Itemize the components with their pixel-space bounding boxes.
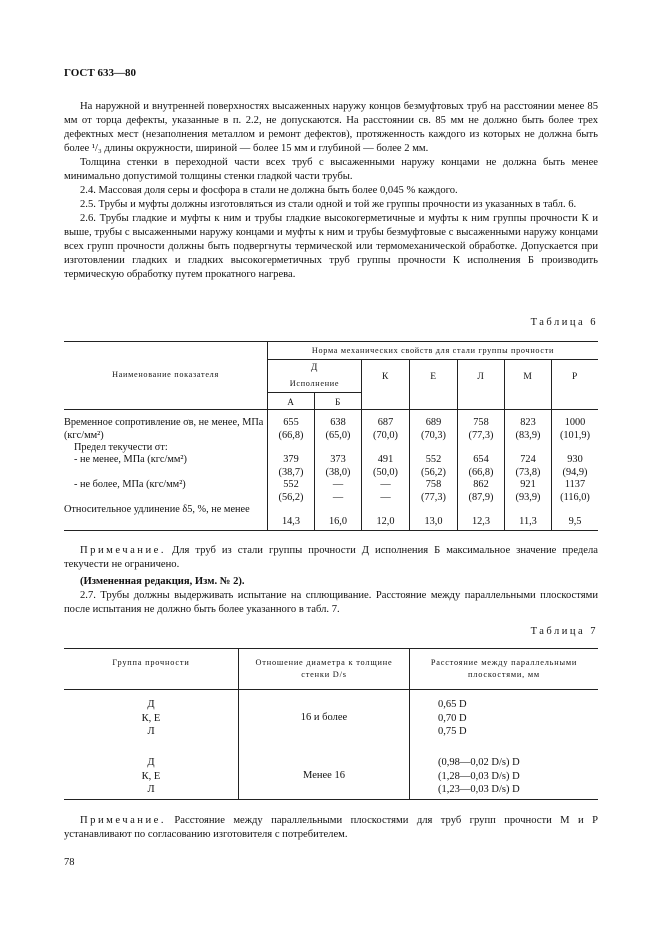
table6-cell: (66,8) — [468, 466, 494, 478]
group-value: К, Е — [141, 770, 161, 782]
header-distance: Расстояние между параллельными плоскостями, мм — [430, 658, 578, 679]
exec-a: А — [287, 397, 295, 407]
group-d: Д — [310, 363, 319, 373]
table6-cell: 12,0 — [376, 516, 395, 527]
table6-cell: (73,8) — [515, 466, 541, 478]
table-rule — [64, 341, 598, 342]
note-text: Расстояние между параллельными плоскостями для труб групп прочности М и Р устанавливают по согласованию изготовителя с потребителем. — [64, 815, 598, 840]
table-rule — [361, 359, 362, 531]
row-label-yield-max: - не более, МПа (кгс/мм²) — [74, 479, 186, 490]
table6-cell: 552 — [283, 479, 299, 490]
note1 — [64, 544, 598, 572]
distance-cell — [438, 698, 467, 739]
table-rule — [551, 359, 552, 531]
group-value: К, Е — [141, 712, 161, 724]
table6-cell: 724 — [520, 454, 536, 465]
table-rule — [504, 359, 505, 531]
table6-cell: 1000 — [564, 417, 586, 428]
table6-cell: (116,0) — [560, 491, 590, 503]
table6-cell: 373 — [330, 454, 346, 465]
table6-cell: 9,5 — [568, 516, 582, 527]
table6-cell: 379 — [283, 454, 299, 465]
table6-cell: (56,2) — [421, 466, 446, 478]
group-value: Д — [147, 757, 155, 768]
group-e: Е — [430, 372, 437, 382]
table6-cell: (38,0) — [325, 466, 351, 478]
table6-cell: (93,9) — [515, 491, 541, 503]
ratio-cell: Менее 16 — [303, 770, 345, 781]
table6-cell: (77,3) — [421, 491, 446, 503]
group-l: Л — [477, 372, 485, 382]
table6-cell: (83,9) — [515, 429, 541, 441]
distance-cell — [438, 756, 520, 797]
table6-cell: (77,3) — [468, 429, 494, 441]
distance-value: 0,75 D — [438, 726, 467, 737]
note2 — [64, 814, 598, 842]
groups-cell — [64, 698, 238, 739]
paragraph: 2.6. Трубы гладкие и муфты к ним и трубы гладкие высокогерметичные и муфты к ним группы прочности К и выше, трубы с высаженными наружу концами и муфты к ним и трубы безмуфтовые с высаженными наружу концами всех групп прочности должны быть подвергнуты термической или термомеханической обработке. Допускается при изготовлении гладких и гладких высокогерметичных труб группы прочности К исполнения Б производить термическую обработку путем прокатного нагрева. — [64, 213, 598, 280]
note-text: Для труб из стали группы прочности Д исполнения Б максимальное значение предела текучести не ограничено. — [64, 545, 598, 570]
table-rule — [267, 359, 598, 360]
table6-cell: (70,3) — [421, 429, 446, 441]
table6-cell: (94,9) — [562, 466, 588, 478]
table-rule — [64, 689, 598, 690]
table-rule — [64, 530, 598, 531]
table6-cell: (50,0) — [373, 466, 398, 478]
table6-cell: (70,0) — [373, 429, 398, 441]
table6-cell: 12,3 — [471, 516, 491, 527]
standard-header: ГОСТ 633—80 — [64, 67, 136, 79]
table6-cell: (101,9) — [559, 429, 591, 441]
table6-cell: 823 — [520, 417, 536, 428]
table6-cell: — — [332, 479, 344, 490]
table6-cell: 654 — [473, 454, 489, 465]
table6-cell: (87,9) — [468, 491, 494, 503]
distance-value: (1,23—0,03 D/s) D — [438, 784, 520, 795]
distance-value: 0,70 D — [438, 712, 467, 724]
header-norm: Норма механических свойств для стали группы прочности — [311, 346, 555, 355]
distance-value: (1,28—0,03 D/s) D — [438, 770, 520, 782]
group-r: Р — [572, 372, 578, 382]
table6-cell: — — [332, 491, 344, 503]
table6-caption: Таблица 6 — [530, 317, 598, 328]
table6-cell: — — [380, 491, 391, 503]
row-label-elongation: Относительное удлинение δ5, %, не менее — [64, 504, 250, 515]
table6-cell: 862 — [473, 479, 489, 490]
table6-cell: 552 — [425, 454, 442, 465]
row-label-yield: Предел текучести σт: — [74, 442, 168, 453]
group-value: Л — [147, 726, 155, 737]
group-m: М — [523, 372, 533, 382]
exec-b: Б — [335, 397, 341, 407]
table-rule — [64, 409, 598, 410]
header-group: Группа прочности — [112, 658, 190, 667]
table7 — [64, 648, 598, 800]
table6-cell: — — [380, 479, 391, 490]
table6-cell: 13,0 — [424, 516, 443, 527]
distance-value: 0,65 D — [438, 699, 467, 710]
table6-cell: (38,7) — [278, 466, 304, 478]
paragraph: 2.4. Массовая доля серы и фосфора в стали не должна быть более 0,045 % каждого. — [80, 185, 458, 196]
table6-cell: 758 — [425, 479, 442, 490]
header-ratio: Отношение диаметра к толщине стенки D/s — [255, 658, 393, 679]
table6-cell: 758 — [473, 417, 489, 428]
ratio-cell: 16 и более — [300, 712, 348, 723]
table6-cell: 689 — [425, 417, 442, 428]
table6-cell: 930 — [567, 454, 583, 465]
table6-cell: 11,3 — [519, 516, 537, 527]
distance-value: (0,98—0,02 D/s) D — [438, 757, 520, 768]
table6-cell: 491 — [377, 454, 394, 465]
paragraph: На наружной и внутренней поверхностях высаженных наружу концов безмуфтовых труб на расстоянии менее 85 мм от торца дефекты, указанные в п. 2.2, не допускаются. На расстоянии св. 85 мм не должно быть более трех дефектных мест (незаполнения металлом и ремонт дефектов), протяженность каждого из которых не должна быть более ¹/₃ длины окружности, шириной — более 15 мм и глубиной — более 2 мм. — [64, 101, 598, 154]
page-number: 78 — [64, 857, 75, 868]
section-27 — [64, 575, 598, 617]
table7-caption: Таблица 7 — [530, 626, 598, 637]
table6-cell: 687 — [377, 417, 394, 428]
table6-cell: (65,0) — [325, 429, 351, 441]
note-label: Примечание. — [80, 545, 166, 556]
table-rule — [409, 359, 410, 531]
body-text — [64, 100, 598, 282]
table6-cell: 14,3 — [281, 516, 301, 527]
group-value: Д — [147, 699, 155, 710]
table6 — [64, 341, 598, 531]
paragraph: 2.7. Трубы должны выдерживать испытание на сплющивание. Расстояние между параллельными плоскостями после испытания не должно быть более указанного в табл. 7. — [64, 590, 598, 615]
paragraph: 2.5. Трубы и муфты должны изготовляться из стали одной и той же группы прочности из указанных в табл. 6. — [80, 199, 577, 210]
table6-cell: (56,2) — [278, 491, 304, 503]
table6-cell: 638 — [330, 417, 346, 428]
group-value: Л — [147, 784, 155, 795]
paragraph: Толщина стенки в переходной части всех труб с высаженными наружу концами не должна быть менее минимально допустимой толщины стенки гладкой части трубы. — [64, 157, 598, 182]
table6-cell: (66,8) — [278, 429, 304, 441]
amendment-note: (Измененная редакция, Изм. № 2). — [80, 576, 245, 587]
execution-label: Исполнение — [289, 379, 340, 388]
table6-cell: 16,0 — [328, 516, 348, 527]
group-k: К — [381, 372, 390, 382]
table6-cell: 921 — [520, 479, 536, 490]
groups-cell — [64, 756, 238, 797]
note-label: Примечание. — [80, 815, 166, 826]
header-name: Наименование показателя — [112, 370, 219, 379]
row-label-tensile: Временное сопротивление σв, не менее, МПа (кгс/мм²) — [64, 417, 264, 441]
table-rule — [64, 648, 598, 649]
row-label-yield-min: - не менее, МПа (кгс/мм²) — [74, 454, 187, 465]
table-rule — [64, 799, 598, 800]
table-rule — [457, 359, 458, 531]
table6-cell: 1137 — [564, 479, 586, 490]
table6-cell: 655 — [283, 417, 299, 428]
